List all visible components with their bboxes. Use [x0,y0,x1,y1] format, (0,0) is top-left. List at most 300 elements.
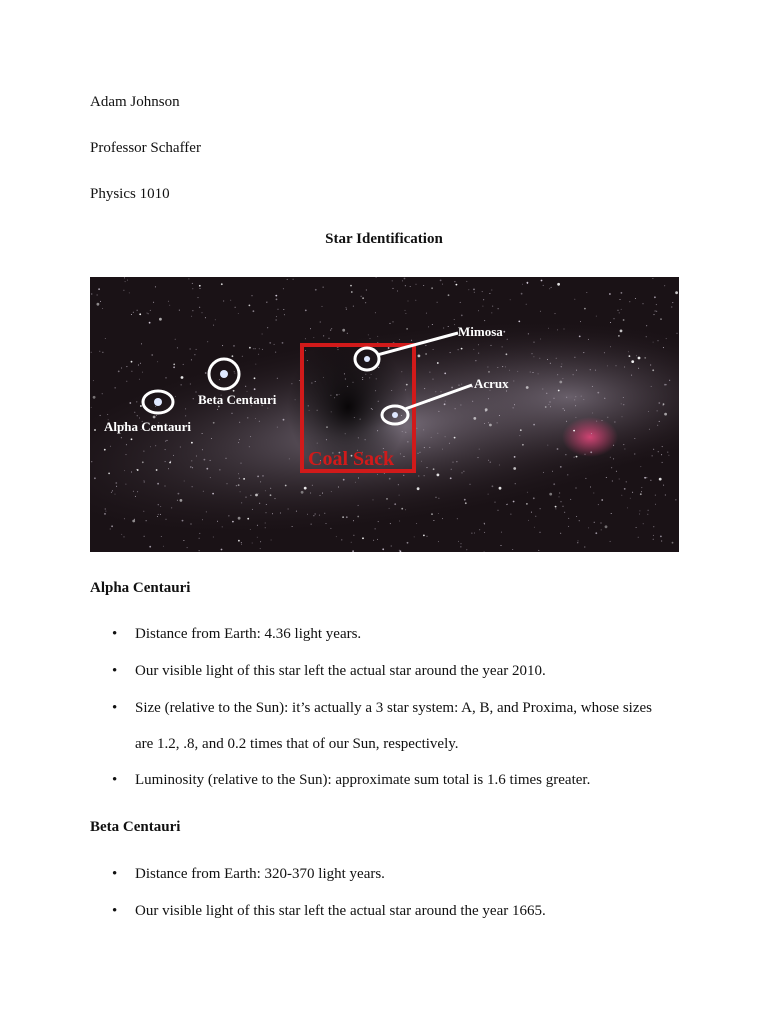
background-star [454,437,456,439]
background-star [322,493,323,494]
background-star [650,480,651,481]
background-star [579,520,580,521]
background-star [131,371,132,372]
background-star [533,356,534,357]
background-star [345,379,346,380]
background-star [267,408,268,409]
background-star [199,538,200,539]
background-star [423,535,425,537]
background-star [200,288,201,289]
background-star [102,308,103,309]
background-star [539,358,540,359]
background-star [653,449,654,450]
background-star [342,516,344,518]
background-star [438,411,439,412]
background-star [533,372,534,373]
background-star [403,475,404,476]
background-star [289,458,290,459]
background-star [418,355,421,358]
background-star [627,507,628,508]
background-star [160,506,161,507]
background-star [266,302,267,303]
background-star [265,523,266,524]
background-star [542,389,543,390]
background-star [249,347,251,349]
background-star [461,543,462,544]
background-star [144,536,145,537]
background-star [565,454,566,455]
background-star [343,479,345,481]
background-star [519,435,520,436]
background-star [207,341,208,342]
background-star [664,384,666,386]
background-star [497,422,498,423]
background-star [312,485,313,486]
background-star [150,310,151,311]
background-star [183,540,184,541]
alpha-centauri-star [154,398,162,406]
background-star [489,293,490,294]
background-star [142,461,144,463]
background-star [180,499,183,502]
background-star [266,504,267,505]
background-star [553,483,555,485]
background-star [156,469,158,471]
background-star [547,445,548,446]
bullet-text: Luminosity (relative to the Sun): approximate sum total is 1.6 times greater. [135,772,591,788]
background-star [431,513,433,515]
background-star [478,457,479,458]
background-star [287,279,288,280]
background-star [131,314,132,315]
background-star [641,491,642,492]
background-star [424,475,425,476]
background-star [499,415,500,416]
background-star [545,406,547,408]
background-star [660,536,662,538]
background-star [411,340,412,341]
background-star [472,401,473,402]
background-star [564,329,565,330]
background-star [354,417,355,418]
background-star [590,487,591,488]
background-star [488,494,489,495]
background-star [355,482,356,483]
background-star [610,457,611,458]
background-star [478,344,479,345]
background-star [351,542,352,543]
background-star [506,353,508,355]
background-star [155,406,156,407]
background-star [254,388,256,390]
background-star [668,455,669,456]
background-star [408,301,409,302]
background-star [317,443,318,444]
background-star [265,527,266,528]
background-star [183,364,184,365]
background-star [124,277,125,278]
background-star [647,514,648,515]
background-star [392,280,393,281]
background-star [560,466,562,468]
background-star [150,446,151,447]
background-star [624,367,625,368]
background-star [634,438,635,439]
background-star [139,313,141,315]
background-star [388,347,390,349]
background-star [192,310,193,311]
background-star [581,396,582,397]
background-star [191,442,193,444]
background-star [614,422,615,423]
background-star [574,299,575,300]
background-star [249,446,250,447]
background-star [418,476,419,477]
background-star [323,377,324,378]
background-star [91,407,92,408]
background-star [257,537,258,538]
background-star [579,336,581,338]
background-star [305,338,306,339]
background-star [124,470,125,471]
background-star [121,368,122,369]
background-star [401,371,402,372]
background-star [345,433,346,434]
background-star [260,548,261,549]
background-star [129,292,130,293]
background-star [609,293,611,295]
background-star [586,292,587,293]
background-star [368,334,369,335]
background-star [336,536,337,537]
background-star [217,521,218,522]
background-star [242,356,243,357]
background-star [390,323,391,324]
background-star [653,535,654,536]
background-star [134,519,135,520]
background-star [576,456,578,458]
background-star [282,342,284,344]
background-star [458,541,459,542]
background-star [377,474,378,475]
background-star [100,301,101,302]
background-star [499,465,500,466]
background-star [592,413,593,414]
background-star [607,365,608,366]
background-star [595,532,597,534]
background-star [491,312,492,313]
background-star [253,310,255,312]
background-star [262,334,263,335]
background-star [126,366,127,367]
background-star [247,417,248,418]
background-star [613,458,614,459]
background-star [255,348,256,349]
background-star [653,539,654,540]
background-star [243,478,245,480]
background-star [163,546,164,547]
background-star [284,314,285,315]
background-star [557,329,558,330]
background-star [180,447,181,448]
background-star [292,526,293,527]
background-star [199,285,201,287]
background-star [266,512,267,513]
background-star [620,299,621,300]
background-star [104,449,106,451]
background-star [241,463,242,464]
background-star [646,477,647,478]
alpha-centauri-label: Alpha Centauri [104,419,192,434]
background-star [161,536,162,537]
background-star [399,339,400,340]
background-star [443,328,444,329]
background-star [192,486,193,487]
background-star [165,461,166,462]
background-star [365,374,366,375]
background-star [621,403,622,404]
background-star [283,419,285,421]
background-star [456,461,457,462]
background-star [548,328,549,329]
background-star [664,285,665,286]
background-star [444,373,446,375]
background-star [653,526,654,527]
background-star [246,497,247,498]
background-star [203,491,204,492]
background-star [638,537,639,538]
background-star [211,438,212,439]
background-star [133,312,134,313]
background-star [100,415,101,416]
background-star [463,471,464,472]
background-star [347,386,348,387]
background-star [311,383,312,384]
background-star [191,316,192,317]
background-star [313,515,314,516]
background-star [575,405,576,406]
background-star [140,405,142,407]
background-star [512,549,513,550]
background-star [479,449,480,450]
background-star [323,335,324,336]
background-star [588,339,589,340]
background-star [193,398,194,399]
background-star [576,488,577,489]
background-star [238,442,239,443]
background-star [173,366,175,368]
background-star [165,449,166,450]
background-star [206,468,208,470]
background-star [293,279,294,280]
background-star [110,529,111,530]
background-star [450,477,452,479]
background-star [635,298,636,299]
background-star [407,441,408,442]
background-star [181,376,184,379]
background-star [451,387,453,389]
background-star [607,417,608,418]
background-star [309,410,310,411]
background-star [278,309,279,310]
background-star [478,353,479,354]
background-star [598,504,599,505]
background-star [389,478,391,480]
beta-centauri-star [220,370,228,378]
background-star [623,444,624,445]
background-star [567,474,568,475]
background-star [194,354,195,355]
background-star [601,529,602,530]
background-star [416,523,417,524]
background-star [299,380,300,381]
background-star [663,405,664,406]
background-star [663,485,664,486]
background-star [652,369,654,371]
background-star [417,487,420,490]
background-star [554,398,555,399]
background-star [576,370,577,371]
background-star [541,280,543,282]
background-star [575,396,576,397]
background-star [648,510,649,511]
background-star [91,352,92,353]
background-star [105,509,106,510]
background-star [98,288,100,290]
background-star [219,469,220,470]
background-star [276,316,277,317]
background-star [471,533,472,534]
background-star [232,521,234,523]
background-star [638,357,641,360]
background-star [277,378,278,379]
background-star [626,481,627,482]
background-star [131,361,133,363]
background-star [190,466,192,468]
background-star [185,408,186,409]
background-star [270,488,271,489]
background-star [362,537,364,539]
background-star [513,467,516,470]
background-star [621,309,622,310]
background-star [614,318,615,319]
background-star [291,383,292,384]
background-star [428,326,429,327]
background-star [533,424,535,426]
background-star [624,488,626,490]
background-star [488,371,490,373]
background-star [437,362,439,364]
background-star [416,284,417,285]
background-star [307,514,308,515]
background-star [315,514,316,515]
background-star [466,281,467,282]
background-star [158,504,159,505]
background-star [168,301,169,302]
background-star [499,487,502,490]
background-star [473,349,474,350]
background-star [661,454,662,455]
background-star [107,414,108,415]
background-star [331,411,332,412]
professor-name: Professor Schaffer [90,140,201,156]
background-star [91,461,92,462]
background-star [573,430,575,432]
background-star [260,481,261,482]
background-star [305,310,307,312]
bullet-icon: • [112,866,118,882]
bullet-text: Distance from Earth: 4.36 light years. [135,626,362,642]
background-star [137,469,139,471]
background-star [596,316,597,317]
background-star [191,460,192,461]
background-star [142,372,143,373]
background-star [253,348,254,349]
coal-sack-label: Coal Sack [308,448,395,470]
background-star [338,349,339,350]
background-star [618,335,620,337]
background-star [546,393,547,394]
background-star [276,299,278,301]
background-star [148,313,149,314]
bullet-icon: • [112,700,118,716]
background-star [276,320,277,321]
background-star [616,471,617,472]
background-star [146,520,147,521]
background-star [583,352,584,353]
background-star [575,417,576,418]
background-star [652,278,653,279]
background-star [649,429,650,430]
background-star [143,451,144,452]
background-star [454,324,455,325]
background-star [559,493,560,494]
background-star [156,415,157,416]
background-star [629,301,630,302]
background-star [234,373,235,374]
background-star [459,385,460,386]
bullet-icon: • [112,626,118,642]
background-star [310,493,311,494]
background-star [646,325,647,326]
background-star [210,460,211,461]
background-star [102,352,103,353]
background-star [192,283,193,284]
background-star [584,308,586,310]
background-star [522,284,523,285]
background-star [202,519,203,520]
background-star [438,541,439,542]
background-star [605,525,608,528]
background-star [540,311,541,312]
background-star [548,404,549,405]
bullet-icon: • [112,663,118,679]
background-star [105,511,106,512]
background-star [435,391,436,392]
background-star [147,313,148,314]
background-star [192,288,193,289]
background-star [272,513,273,514]
background-star [460,302,461,303]
background-star [185,415,186,416]
background-star [344,373,345,374]
background-star [331,328,332,329]
document-title: Star Identification [325,231,443,247]
background-star [102,393,103,394]
background-star [134,412,135,413]
background-star [108,473,110,475]
background-star [308,405,309,406]
